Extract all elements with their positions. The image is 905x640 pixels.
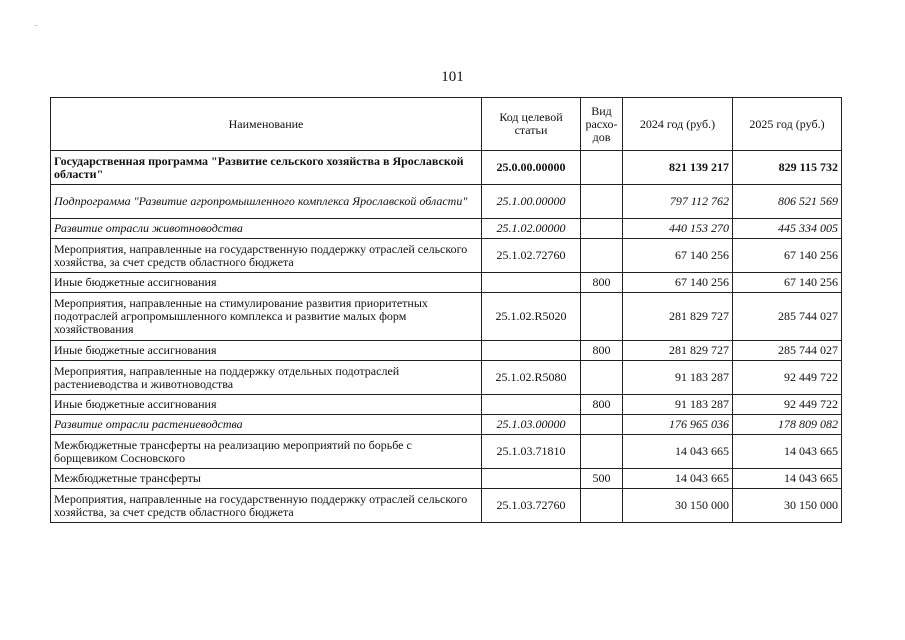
cell-type xyxy=(581,435,623,469)
table-row xyxy=(51,185,842,219)
cell-code: 25.0.00.00000 xyxy=(482,151,581,185)
cell-type: 800 xyxy=(581,341,623,361)
cell-name: Иные бюджетные ассигнования xyxy=(51,395,482,415)
cell-name: Иные бюджетные ассигнования xyxy=(51,341,482,361)
table-row xyxy=(51,273,842,293)
cell-2025: 445 334 005 xyxy=(733,219,842,239)
cell-type xyxy=(581,293,623,341)
cell-2025: 285 744 027 xyxy=(733,293,842,341)
header-type: Вид расхо-дов xyxy=(581,98,623,151)
cell-2024: 176 965 036 xyxy=(623,415,733,435)
cell-name: Мероприятия, направленные на государственную поддержку отраслей сельского хозяйства, за счет средств областного бюджета xyxy=(51,489,482,523)
cell-2025: 67 140 256 xyxy=(733,273,842,293)
cell-type xyxy=(581,361,623,395)
table-row xyxy=(51,293,842,341)
header-2024: 2024 год (руб.) xyxy=(623,98,733,151)
cell-code: 25.1.02.R5020 xyxy=(482,293,581,341)
table-row xyxy=(51,489,842,523)
cell-code: 25.1.03.00000 xyxy=(482,415,581,435)
cell-2024: 797 112 762 xyxy=(623,185,733,219)
table-header-row xyxy=(51,98,842,151)
table-row xyxy=(51,395,842,415)
cell-type xyxy=(581,151,623,185)
cell-code: 25.1.00.00000 xyxy=(482,185,581,219)
budget-table xyxy=(50,97,842,523)
table-row xyxy=(51,219,842,239)
cell-name: Мероприятия, направленные на стимулирование развития приоритетных подотраслей агропромышленного комплекса и развитие малых форм хозяйствования xyxy=(51,293,482,341)
cell-type: 500 xyxy=(581,469,623,489)
cell-type: 800 xyxy=(581,395,623,415)
cell-name: Развитие отрасли животноводства xyxy=(51,219,482,239)
cell-code: 25.1.02.72760 xyxy=(482,239,581,273)
cell-code xyxy=(482,341,581,361)
cell-name: Развитие отрасли растениеводства xyxy=(51,415,482,435)
cell-2025: 14 043 665 xyxy=(733,469,842,489)
table-row xyxy=(51,469,842,489)
page-number: 101 xyxy=(441,69,464,85)
cell-type xyxy=(581,239,623,273)
cell-2025: 67 140 256 xyxy=(733,239,842,273)
cell-2024: 30 150 000 xyxy=(623,489,733,523)
cell-2024: 91 183 287 xyxy=(623,395,733,415)
cell-type xyxy=(581,415,623,435)
cell-2024: 281 829 727 xyxy=(623,341,733,361)
table-row xyxy=(51,151,842,185)
cell-name: Межбюджетные трансферты xyxy=(51,469,482,489)
cell-name: Мероприятия, направленные на поддержку отдельных подотраслей растениеводства и животноводства xyxy=(51,361,482,395)
cell-name: Иные бюджетные ассигнования xyxy=(51,273,482,293)
cell-code xyxy=(482,273,581,293)
cell-type xyxy=(581,219,623,239)
cell-type: 800 xyxy=(581,273,623,293)
table-row xyxy=(51,415,842,435)
cell-2025: 14 043 665 xyxy=(733,435,842,469)
cell-name: Межбюджетные трансферты на реализацию мероприятий по борьбе с борщевиком Сосновского xyxy=(51,435,482,469)
cell-code: 25.1.03.72760 xyxy=(482,489,581,523)
cell-2024: 14 043 665 xyxy=(623,435,733,469)
cell-2025: 30 150 000 xyxy=(733,489,842,523)
cell-2024: 67 140 256 xyxy=(623,239,733,273)
cell-type xyxy=(581,185,623,219)
cell-2024: 821 139 217 xyxy=(623,151,733,185)
cell-2024: 281 829 727 xyxy=(623,293,733,341)
header-code: Код целевой статьи xyxy=(482,98,581,151)
table-row xyxy=(51,239,842,273)
cell-type xyxy=(581,489,623,523)
cell-2025: 806 521 569 xyxy=(733,185,842,219)
cell-name: Государственная программа "Развитие сельского хозяйства в Ярославской области" xyxy=(51,151,482,185)
header-name: Наименование xyxy=(51,98,482,151)
table-row xyxy=(51,341,842,361)
cell-code: 25.1.02.R5080 xyxy=(482,361,581,395)
cell-2025: 829 115 732 xyxy=(733,151,842,185)
cell-2025: 285 744 027 xyxy=(733,341,842,361)
header-2025: 2025 год (руб.) xyxy=(733,98,842,151)
table-row xyxy=(51,435,842,469)
table-row xyxy=(51,361,842,395)
cell-2024: 440 153 270 xyxy=(623,219,733,239)
cell-code xyxy=(482,395,581,415)
cell-2024: 67 140 256 xyxy=(623,273,733,293)
cell-2025: 92 449 722 xyxy=(733,395,842,415)
cell-name: Мероприятия, направленные на государственную поддержку отраслей сельского хозяйства, за счет средств областного бюджета xyxy=(51,239,482,273)
cell-2025: 178 809 082 xyxy=(733,415,842,435)
cell-code: 25.1.02.00000 xyxy=(482,219,581,239)
cell-2024: 91 183 287 xyxy=(623,361,733,395)
cell-name: Подпрограмма "Развитие агропромышленного комплекса Ярославской области" xyxy=(51,185,482,219)
cell-code xyxy=(482,469,581,489)
cell-2025: 92 449 722 xyxy=(733,361,842,395)
scan-mark: - xyxy=(34,19,38,31)
cell-code: 25.1.03.71810 xyxy=(482,435,581,469)
cell-2024: 14 043 665 xyxy=(623,469,733,489)
